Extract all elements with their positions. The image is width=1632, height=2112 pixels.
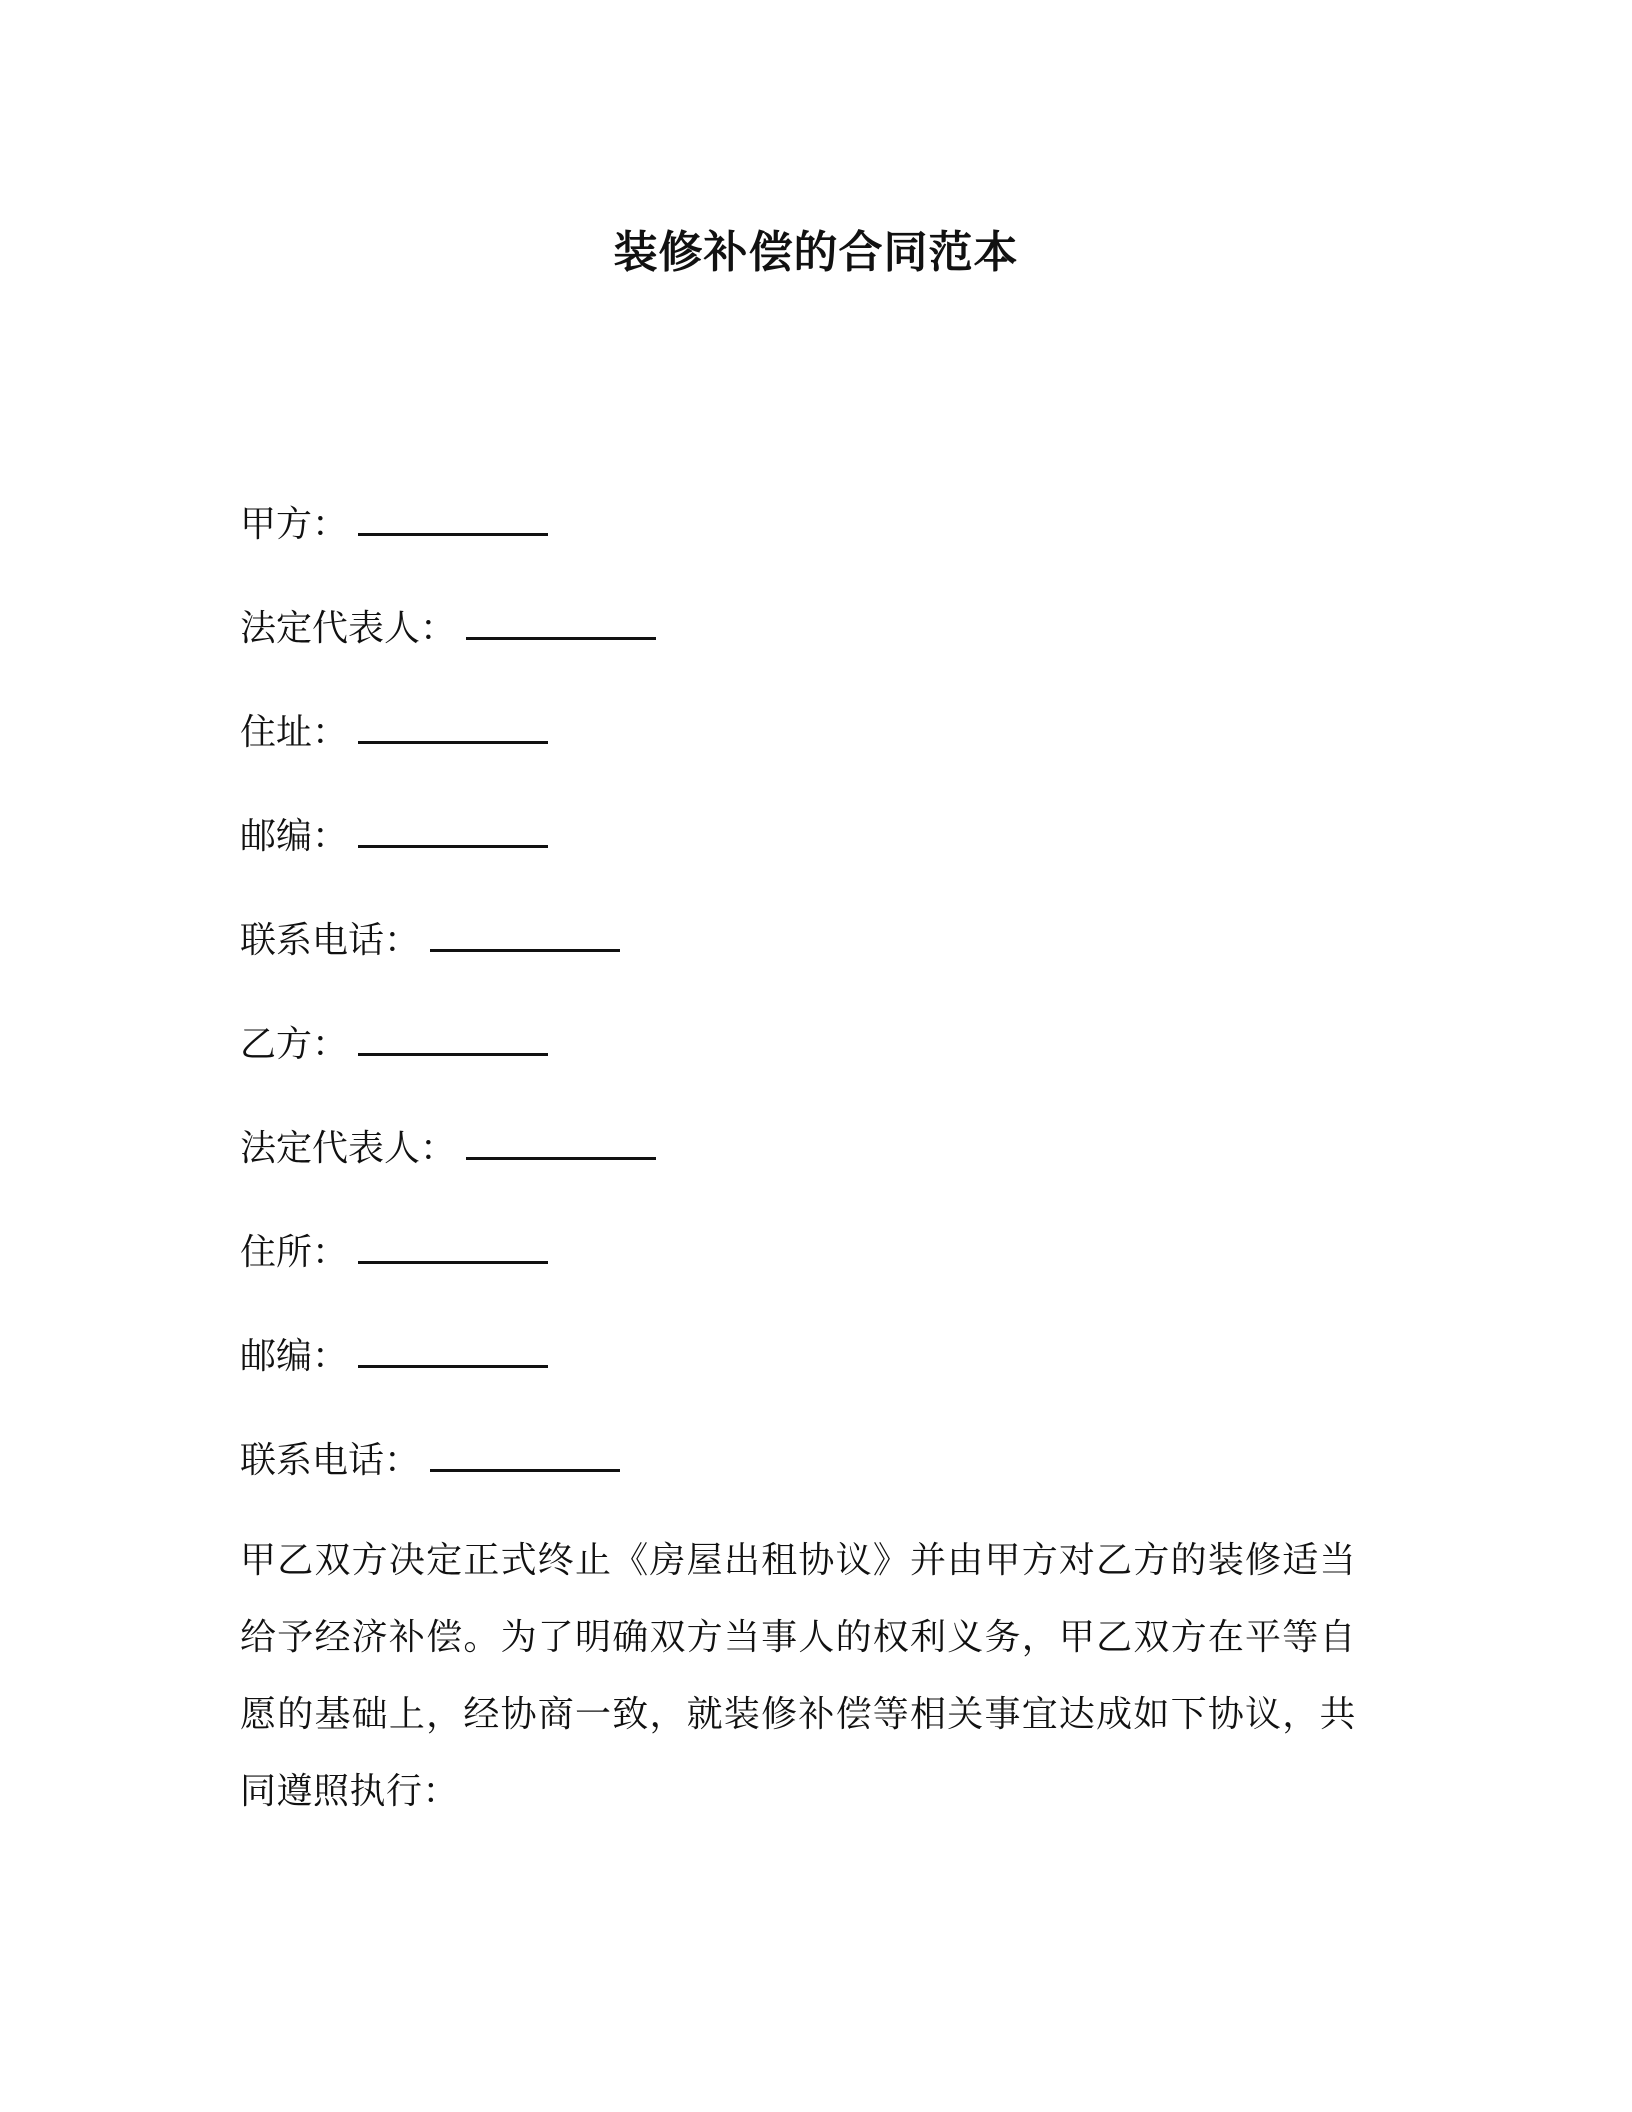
party-info-fields bbox=[240, 490, 1400, 1530]
field-party-a-legal-representative bbox=[240, 594, 1400, 698]
field-label: 甲方： bbox=[240, 504, 349, 545]
document-title: 装修补偿的合同范本 bbox=[613, 227, 1019, 278]
field-label: 法定代表人： bbox=[240, 1128, 457, 1169]
field-party-a bbox=[240, 490, 1400, 594]
field-party-b-postcode bbox=[240, 1322, 1400, 1426]
field-label: 乙方： bbox=[240, 1024, 349, 1065]
field-label: 法定代表人： bbox=[240, 608, 457, 649]
field-party-b-legal-representative bbox=[240, 1114, 1400, 1218]
fill-in-blank bbox=[358, 499, 548, 536]
field-label: 住址： bbox=[240, 712, 349, 753]
field-label: 联系电话： bbox=[240, 920, 421, 961]
field-party-b bbox=[240, 1010, 1400, 1114]
fill-in-blank bbox=[358, 1019, 548, 1056]
fill-in-blank bbox=[466, 603, 656, 640]
field-party-b-residence bbox=[240, 1218, 1400, 1322]
field-label: 邮编： bbox=[240, 816, 349, 857]
field-party-b-phone bbox=[240, 1426, 1400, 1530]
field-label: 邮编： bbox=[240, 1336, 349, 1377]
field-party-a-address bbox=[240, 698, 1400, 802]
fill-in-blank bbox=[430, 915, 620, 952]
field-party-a-postcode bbox=[240, 802, 1400, 906]
fill-in-blank bbox=[430, 1435, 620, 1472]
field-label: 住所： bbox=[240, 1232, 349, 1273]
field-label: 联系电话： bbox=[240, 1440, 421, 1481]
fill-in-blank bbox=[466, 1123, 656, 1160]
fill-in-blank bbox=[358, 1227, 548, 1264]
fill-in-blank bbox=[358, 811, 548, 848]
fill-in-blank bbox=[358, 707, 548, 744]
fill-in-blank bbox=[358, 1331, 548, 1368]
field-party-a-phone bbox=[240, 906, 1400, 1010]
intro-paragraph: 甲乙双方决定正式终止《房屋出租协议》并由甲方对乙方的装修适当给予经济补偿。为了明确双方当事人的权利义务，甲乙双方在平等自愿的基础上，经协商一致，就装修补偿等相关事宜达成如下协议，共同遵照执行： bbox=[240, 1540, 1356, 1812]
